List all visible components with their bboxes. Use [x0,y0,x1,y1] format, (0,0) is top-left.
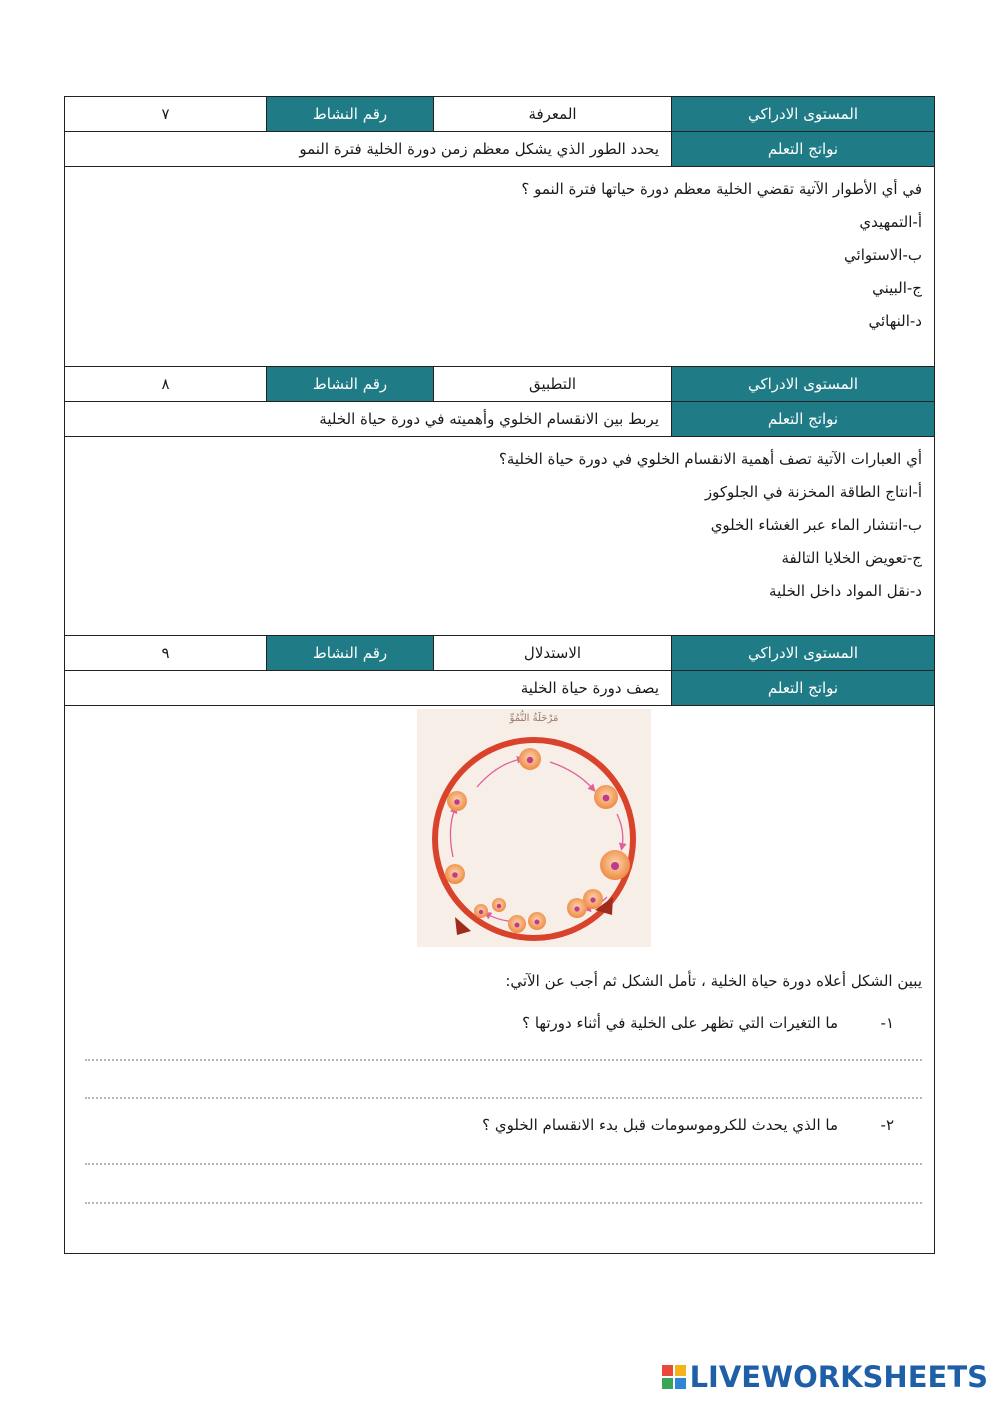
logo-tile-l [662,1365,673,1376]
level-label: المستوى الادراكي [671,97,934,131]
activity-number-label: رقم النشاط [266,367,433,401]
activity-8-header-row [65,367,934,402]
logo-tile-i [675,1365,686,1376]
liveworksheets-logo[interactable] [662,1360,988,1394]
activity-9-header-row [65,636,934,671]
outcome-text: يحدد الطور الذي يشكل معظم زمن دورة الخلية فترة النمو [299,140,659,158]
level-value: التطبيق [433,367,671,401]
nucleus [479,910,483,914]
logo-tile-icon [662,1365,686,1389]
answer-option[interactable]: أ-انتاج الطاقة المخزنة في الجلوكوز [704,483,922,501]
answer-option[interactable]: د-النهائي [868,312,922,330]
outcomes-label: نواتج التعلم [671,402,934,436]
nucleus [452,872,458,878]
nucleus [611,862,619,870]
answer-line-2b[interactable] [85,1202,922,1204]
sub-question-2 [482,1116,894,1134]
sub-question-text: ما الذي يحدث للكروموسومات قبل بدء الانقسام الخلوي ؟ [482,1116,838,1134]
logo-text: LIVEWORKSHEETS [689,1360,988,1394]
cycle-arrowhead [455,917,471,935]
growth-arrow [617,814,623,847]
growth-arrow [477,759,521,787]
answer-option[interactable]: أ-التمهيدي [859,213,922,231]
activity-number: ٨ [161,375,170,393]
activity-9-outcome-row [65,671,934,706]
sub-question-text: ما التغيرات التي تظهر على الخلية في أثناء دورتها ؟ [522,1014,838,1032]
worksheet [64,96,935,1254]
answer-option[interactable]: د-نقل المواد داخل الخلية [769,582,922,600]
activity-8-question-block [65,437,934,636]
sub-question-1 [522,1014,894,1032]
figure-intro-text: يبين الشكل أعلاه دورة حياة الخلية ، تأمل الشكل ثم أجب عن الآتي: [505,972,922,990]
level-value: المعرفة [433,97,671,131]
logo-tile-e [675,1378,686,1389]
nucleus [454,799,460,805]
activity-7-outcome-row [65,132,934,167]
activity-number: ٩ [161,644,170,662]
nucleus [515,923,520,928]
nucleus [497,904,501,908]
answer-option[interactable]: ب-الاستوائي [844,246,922,264]
nucleus [527,757,533,763]
nucleus [603,795,610,802]
answer-option[interactable]: ب-انتشار الماء عبر الغشاء الخلوي [710,516,922,534]
outcome-text: يربط بين الانقسام الخلوي وأهميته في دورة حياة الخلية [319,410,659,428]
activity-7-header-row [65,97,934,132]
question-text: أي العبارات الآتية تصف أهمية الانقسام الخلوي في دورة حياة الخلية؟ [498,450,922,468]
answer-option[interactable]: ج-تعويض الخلايا التالفة [781,549,922,567]
logo-tile-v [662,1378,673,1389]
activity-number-label: رقم النشاط [266,97,433,131]
level-label: المستوى الادراكي [671,367,934,401]
sub-question-number: ٢- [880,1116,894,1134]
level-value: الاستدلال [433,636,671,670]
cell-cycle-diagram [417,709,651,947]
answer-line-1a[interactable] [85,1059,922,1061]
growth-arrow [450,809,455,857]
activity-number: ٧ [161,105,170,123]
nucleus [535,920,540,925]
answer-line-2a[interactable] [85,1163,922,1165]
outcomes-label: نواتج التعلم [671,671,934,705]
activity-7-question-block [65,167,934,367]
question-text: في أي الأطوار الآتية تقضي الخلية معظم دورة حياتها فترة النمو ؟ [521,180,922,198]
nucleus [574,906,579,911]
sub-question-number: ١- [880,1014,894,1032]
answer-line-1b[interactable] [85,1097,922,1099]
growth-arrow [550,762,593,789]
cell-cycle-figure [417,709,651,947]
outcomes-label: نواتج التعلم [671,132,934,166]
figure-caption: مَرْحَلَةُ النُّمُوِّ [509,713,559,724]
activity-number-label: رقم النشاط [266,636,433,670]
level-label: المستوى الادراكي [671,636,934,670]
nucleus [590,897,595,902]
activity-8-outcome-row [65,402,934,437]
outcome-text: يصف دورة حياة الخلية [520,679,659,697]
answer-option[interactable]: ج-البيني [872,279,922,297]
